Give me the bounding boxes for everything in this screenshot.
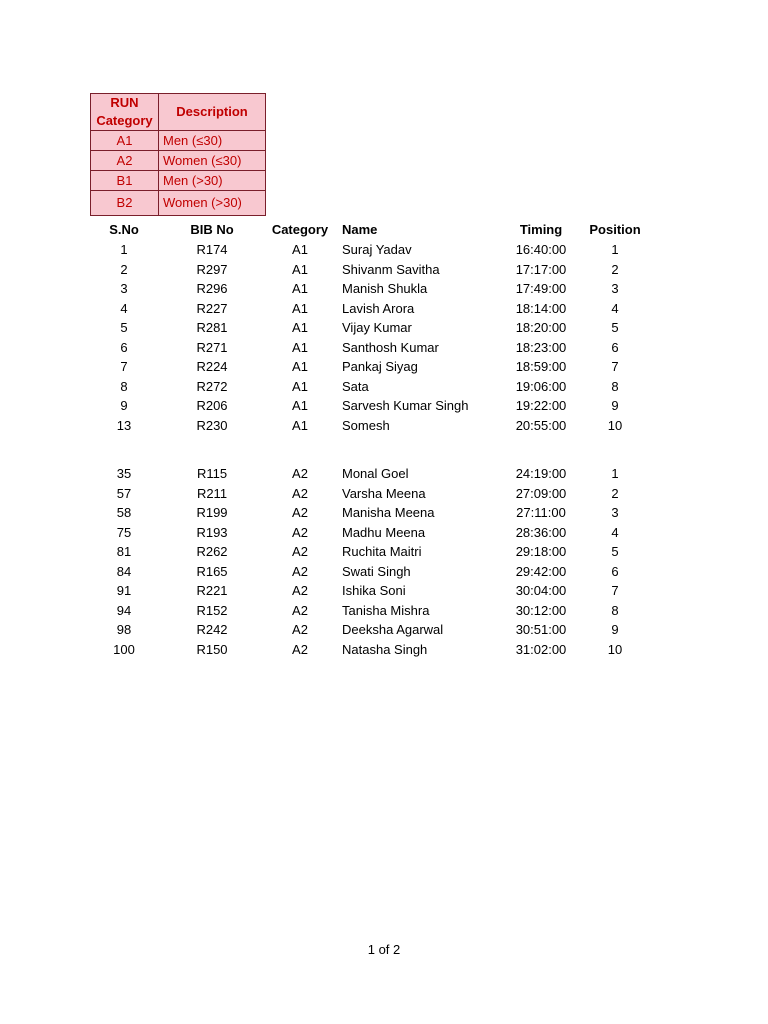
cell-timing: 30:51:00 <box>515 622 567 637</box>
cell-runner-name: Natasha Singh <box>342 641 428 657</box>
cell-bib-number: R296 <box>196 281 228 296</box>
cell-serial-number: 35 <box>116 466 132 481</box>
legend-code: B1 <box>91 171 159 191</box>
cell-position: 3 <box>611 505 619 520</box>
cell-serial-number: 13 <box>116 417 132 433</box>
table-row <box>0 484 768 504</box>
page-number: 1 of 2 <box>367 942 401 957</box>
cell-serial-number: 7 <box>120 359 128 374</box>
legend-row <box>91 171 266 191</box>
table-row <box>0 377 768 397</box>
cell-serial-number: 84 <box>116 563 132 579</box>
cell-runner-name: Tanisha Mishra <box>342 602 430 618</box>
cell-position: 6 <box>611 339 619 355</box>
legend-description: Men (>30) <box>159 171 266 191</box>
cell-serial-number: 3 <box>120 281 128 296</box>
table-row <box>0 640 768 660</box>
cell-serial-number: 81 <box>116 544 132 559</box>
cell-runner-name: Somesh <box>342 417 390 433</box>
cell-serial-number: 57 <box>116 485 132 501</box>
cell-runner-name: Shivanm Savitha <box>342 261 440 277</box>
cell-position: 7 <box>611 359 619 374</box>
table-row <box>0 562 768 582</box>
cell-runner-name: Ishika Soni <box>342 583 406 598</box>
cell-serial-number: 1 <box>120 242 128 257</box>
cell-serial-number: 5 <box>120 320 128 335</box>
cell-runner-name: Pankaj Siyag <box>342 359 418 374</box>
cell-position: 4 <box>611 524 619 540</box>
cell-position: 8 <box>611 602 619 618</box>
cell-runner-name: Swati Singh <box>342 563 411 579</box>
cell-timing: 17:17:00 <box>515 261 567 277</box>
cell-category: A2 <box>292 602 308 618</box>
cell-position: 8 <box>611 378 619 394</box>
cell-timing: 19:22:00 <box>515 398 567 413</box>
cell-category: A2 <box>292 524 308 540</box>
table-row <box>0 542 768 562</box>
cell-position: 5 <box>611 544 619 559</box>
cell-position: 2 <box>611 261 619 277</box>
cell-serial-number: 75 <box>116 524 132 540</box>
table-row <box>0 279 768 299</box>
header-position: Position <box>589 222 641 237</box>
cell-bib-number: R150 <box>196 641 228 657</box>
table-row <box>0 464 768 484</box>
cell-timing: 28:36:00 <box>515 524 567 540</box>
header-serial-number: S.No <box>109 222 139 237</box>
cell-bib-number: R206 <box>196 398 228 413</box>
cell-bib-number: R230 <box>196 417 228 433</box>
legend-row <box>91 151 266 171</box>
cell-bib-number: R165 <box>196 563 228 579</box>
legend-description: Women (≤30) <box>159 151 266 171</box>
cell-timing: 20:55:00 <box>515 417 567 433</box>
cell-runner-name: Monal Goel <box>342 466 409 481</box>
cell-category: A1 <box>292 359 308 374</box>
cell-runner-name: Madhu Meena <box>342 524 426 540</box>
cell-serial-number: 91 <box>116 583 132 598</box>
cell-runner-name: Manisha Meena <box>342 505 435 520</box>
table-row <box>0 318 768 338</box>
legend-header-category <box>91 94 159 131</box>
cell-category: A2 <box>292 583 308 598</box>
cell-serial-number: 94 <box>116 602 132 618</box>
cell-position: 7 <box>611 583 619 598</box>
cell-position: 1 <box>611 242 619 257</box>
header-category: Category <box>271 222 329 237</box>
cell-serial-number: 58 <box>116 505 132 520</box>
cell-category: A1 <box>292 261 308 277</box>
cell-category: A2 <box>292 563 308 579</box>
header-runner-name: Name <box>342 222 378 237</box>
table-row <box>0 299 768 319</box>
cell-runner-name: Sata <box>342 378 369 394</box>
cell-timing: 30:12:00 <box>515 602 567 618</box>
cell-timing: 29:42:00 <box>515 563 567 579</box>
cell-bib-number: R271 <box>196 339 228 355</box>
table-row <box>0 260 768 280</box>
legend-description: Men (≤30) <box>159 131 266 151</box>
cell-serial-number: 8 <box>120 378 128 394</box>
table-row <box>0 581 768 601</box>
legend-code: B2 <box>91 191 159 216</box>
cell-runner-name: Ruchita Maitri <box>342 544 422 559</box>
table-row <box>0 357 768 377</box>
cell-bib-number: R262 <box>196 544 228 559</box>
legend-code: A2 <box>91 151 159 171</box>
cell-bib-number: R227 <box>196 300 228 316</box>
legend-row <box>91 131 266 151</box>
cell-bib-number: R152 <box>196 602 228 618</box>
cell-position: 1 <box>611 466 619 481</box>
cell-timing: 24:19:00 <box>515 466 567 481</box>
cell-timing: 18:23:00 <box>515 339 567 355</box>
cell-position: 6 <box>611 563 619 579</box>
cell-category: A1 <box>292 242 308 257</box>
cell-category: A2 <box>292 622 308 637</box>
cell-position: 10 <box>607 641 623 657</box>
cell-serial-number: 4 <box>120 300 128 316</box>
header-bib-number: BIB No <box>190 222 234 237</box>
legend-header-row <box>91 94 266 131</box>
table-row <box>0 338 768 358</box>
cell-serial-number: 6 <box>120 339 128 355</box>
cell-position: 9 <box>611 398 619 413</box>
cell-bib-number: R272 <box>196 378 228 394</box>
cell-position: 3 <box>611 281 619 296</box>
table-row <box>0 523 768 543</box>
cell-runner-name: Suraj Yadav <box>342 242 412 257</box>
cell-bib-number: R221 <box>196 583 228 598</box>
table-row <box>0 240 768 260</box>
cell-category: A1 <box>292 339 308 355</box>
cell-timing: 31:02:00 <box>515 641 567 657</box>
cell-category: A2 <box>292 466 308 481</box>
cell-timing: 16:40:00 <box>515 242 567 257</box>
legend-header-category-label: RUN Category <box>96 95 153 128</box>
table-row <box>0 416 768 436</box>
cell-bib-number: R281 <box>196 320 228 335</box>
cell-position: 4 <box>611 300 619 316</box>
legend-description: Women (>30) <box>159 191 266 216</box>
cell-timing: 27:11:00 <box>516 505 566 520</box>
cell-timing: 30:04:00 <box>515 583 567 598</box>
cell-category: A2 <box>292 505 308 520</box>
cell-position: 9 <box>611 622 619 637</box>
cell-category: A1 <box>292 281 308 296</box>
cell-runner-name: Deeksha Agarwal <box>342 622 444 637</box>
cell-serial-number: 9 <box>120 398 128 413</box>
cell-bib-number: R193 <box>196 524 228 540</box>
cell-category: A1 <box>292 398 308 413</box>
legend-row <box>91 191 266 216</box>
cell-position: 2 <box>611 485 619 501</box>
cell-runner-name: Vijay Kumar <box>342 320 412 335</box>
cell-category: A2 <box>292 641 308 657</box>
cell-serial-number: 98 <box>116 622 132 637</box>
table-row <box>0 620 768 640</box>
legend-header-description <box>159 94 266 131</box>
cell-timing: 27:09:00 <box>515 485 567 501</box>
category-legend-table <box>90 93 266 216</box>
cell-position: 10 <box>607 417 623 433</box>
cell-bib-number: R242 <box>196 622 228 637</box>
cell-bib-number: R224 <box>196 359 228 374</box>
cell-position: 5 <box>611 320 619 335</box>
cell-timing: 18:14:00 <box>515 300 567 316</box>
legend-code: A1 <box>91 131 159 151</box>
cell-runner-name: Santhosh Kumar <box>342 339 439 355</box>
cell-timing: 17:49:00 <box>515 281 567 296</box>
table-row <box>0 601 768 621</box>
table-row <box>0 396 768 416</box>
cell-bib-number: R174 <box>196 242 228 257</box>
cell-category: A1 <box>292 300 308 316</box>
cell-bib-number: R115 <box>196 466 228 481</box>
cell-category: A1 <box>292 417 308 433</box>
cell-category: A2 <box>292 485 308 501</box>
header-timing: Timing <box>519 222 563 237</box>
cell-timing: 18:20:00 <box>515 320 567 335</box>
cell-serial-number: 2 <box>120 261 128 277</box>
cell-timing: 29:18:00 <box>515 544 567 559</box>
cell-bib-number: R199 <box>196 505 228 520</box>
cell-runner-name: Sarvesh Kumar Singh <box>342 398 469 413</box>
cell-runner-name: Lavish Arora <box>342 300 415 316</box>
cell-timing: 19:06:00 <box>515 378 567 394</box>
cell-category: A1 <box>292 320 308 335</box>
cell-runner-name: Manish Shukla <box>342 281 428 296</box>
cell-serial-number: 100 <box>113 641 135 657</box>
cell-runner-name: Varsha Meena <box>342 485 426 501</box>
cell-bib-number: R297 <box>196 261 228 277</box>
table-row <box>0 503 768 523</box>
cell-category: A1 <box>292 378 308 394</box>
cell-category: A2 <box>292 544 308 559</box>
results-header-row <box>0 220 768 240</box>
cell-timing: 18:59:00 <box>515 359 567 374</box>
cell-bib-number: R211 <box>196 485 228 501</box>
legend-header-description-label: Description <box>176 104 248 119</box>
